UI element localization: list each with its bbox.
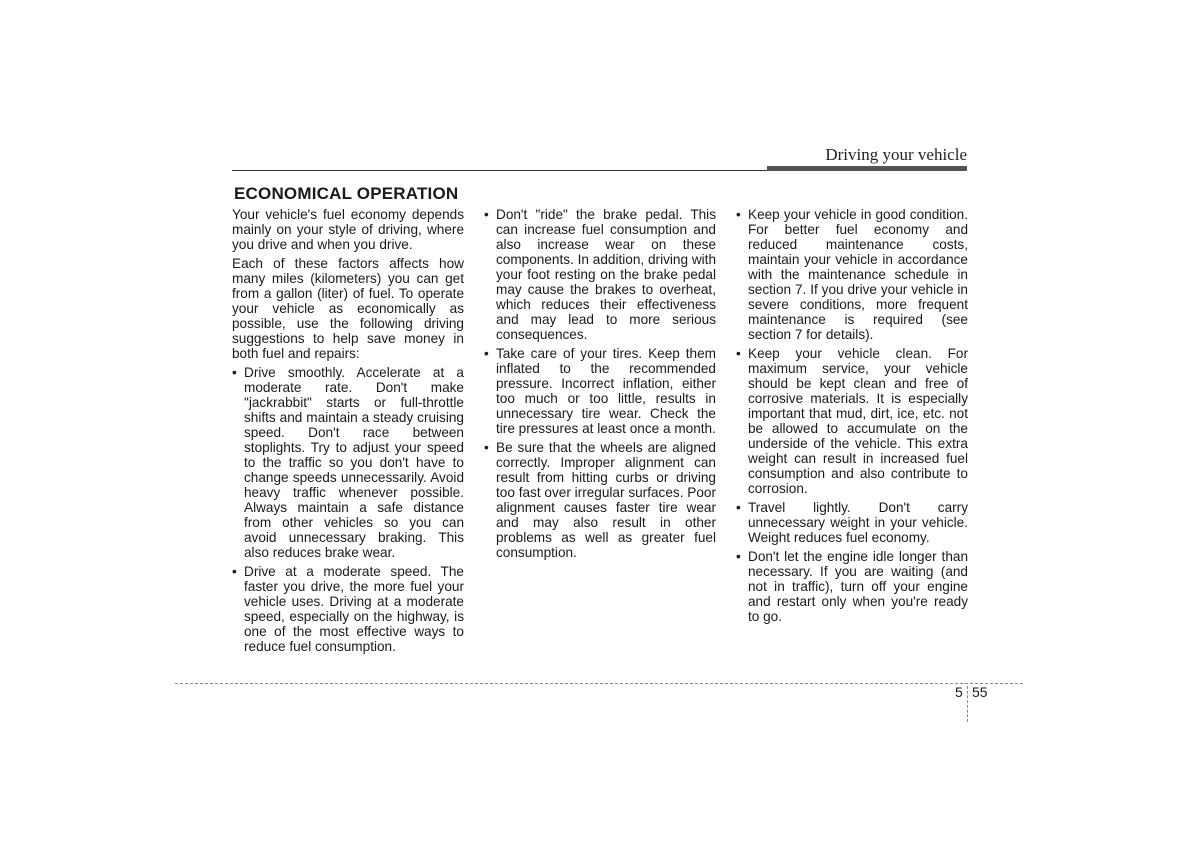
text-column-1 [232, 207, 464, 658]
text-column-2 [484, 207, 716, 564]
intro-paragraph-2: Each of these factors affects how many miles (kilometers) you can get from a gallon (liter) of fuel. To operate your vehicle as economically as possible, use the following driving suggestions to help save money in both fuel and repairs: [232, 256, 464, 361]
section-title: ECONOMICAL OPERATION [234, 184, 459, 203]
list-item: • Don't let the engine idle longer than necessary. If you are waiting (and not in traffic), turn off your engine and restart only when you're ready to go. [736, 549, 968, 624]
list-item: • Drive at a moderate speed. The faster you drive, the more fuel your vehicle uses. Driving at a moderate speed, especially on the highway, is one of the most effective ways to reduce fuel consumption. [232, 564, 464, 654]
header-rule-accent [767, 166, 967, 171]
section-number: 5 [955, 684, 963, 700]
intro-paragraph-1: Your vehicle's fuel economy depends mainly on your style of driving, where you drive and when you drive. [232, 207, 464, 252]
page-divider [967, 686, 968, 722]
list-item: • Don't "ride" the brake pedal. This can increase fuel consumption and also increase wear on these components. In addition, driving with your foot resting on the brake pedal may cause the brakes to overheat, which reduces their effectiveness and may lead to more serious consequences. [484, 207, 716, 342]
tips-list-1 [232, 365, 464, 654]
text-column-3 [736, 207, 968, 628]
footer-dashed-rule [175, 683, 1023, 684]
list-item: • Keep your vehicle clean. For maximum service, your vehicle should be kept clean and free of corrosive materials. It is especially important that mud, dirt, ice, etc. not be allowed to accumulate on the underside of the vehicle. This extra weight can result in increased fuel consumption and also contribute to corrosion. [736, 346, 968, 496]
tips-list-3 [736, 207, 968, 624]
list-item: • Travel lightly. Don't carry unnecessary weight in your vehicle. Weight reduces fuel economy. [736, 500, 968, 545]
tips-list-2 [484, 207, 716, 560]
list-item: • Be sure that the wheels are aligned correctly. Improper alignment can result from hitting curbs or driving too fast over irregular surfaces. Poor alignment causes faster tire wear and may also result in other problems as well as greater fuel consumption. [484, 440, 716, 560]
page-number: 55 [972, 684, 988, 700]
list-item: • Drive smoothly. Accelerate at a moderate rate. Don't make "jackrabbit" starts or full-throttle shifts and maintain a steady cruising speed. Don't race between stoplights. Try to adjust your speed to the traffic so you don't have to change speeds unnecessarily. Avoid heavy traffic whenever possible. Always maintain a safe distance from other vehicles so you can avoid unnecessary braking. This also reduces brake wear. [232, 365, 464, 560]
page-header-title: Driving your vehicle [825, 145, 967, 164]
list-item: • Take care of your tires. Keep them inflated to the recommended pressure. Incorrect inflation, either too much or too little, results in unnecessary tire wear. Check the tire pressures at least once a month. [484, 346, 716, 436]
list-item: • Keep your vehicle in good condition. For better fuel economy and reduced maintenance costs, maintain your vehicle in accordance with the maintenance schedule in section 7. If you drive your vehicle in severe conditions, more frequent maintenance is required (see section 7 for details). [736, 207, 968, 342]
